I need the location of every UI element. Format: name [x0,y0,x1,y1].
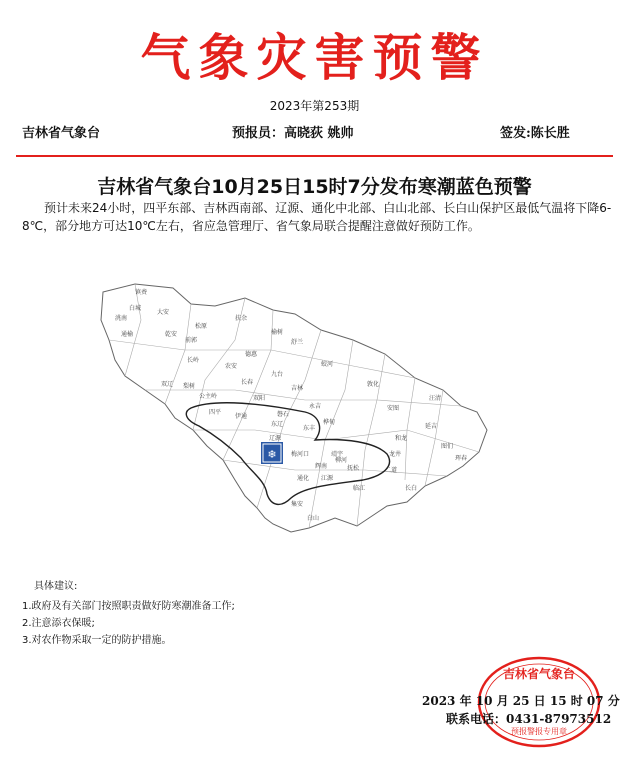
map-place-label: 白山 [307,515,320,522]
map-place-label: 汪清 [429,395,442,402]
map-place-label: 双阳 [253,395,266,402]
map-place-label: 吉林 [291,385,304,392]
map-place-label: 辽源 [269,435,282,442]
map-place-label: 龙井 [389,451,402,458]
warning-headline: 吉林省气象台10月25日15时7分发布寒潮蓝色预警 [97,176,532,198]
map-place-label: 扶余 [235,315,248,322]
svg-text:吉林省气象台: 吉林省气象台 [502,667,576,681]
map-place-label: 九台 [271,371,284,378]
map-place-label: 集安 [291,501,304,508]
map-place-label: 长岭 [187,357,200,364]
map-place-label: 白城 [129,305,142,312]
map-place-label: 珲春 [455,455,468,462]
map-place-label: 农安 [225,363,238,370]
map-place-label: 德惠 [245,351,258,358]
map-place-label: 敦化 [367,381,380,388]
suggestion-item: 2.注意添衣保暖; [22,618,95,629]
document-title: 气象灾害预警 [140,28,489,87]
map-place-label: 洮南 [115,315,128,322]
map-place-label: 延吉 [425,423,438,430]
map-place-label: 伊通 [235,413,248,420]
map-place-label: 永吉 [309,403,322,410]
map-place-label: 蛟河 [321,361,334,368]
map-place-label: 图们 [441,443,454,450]
map-place-label: 靖宇 [331,451,344,458]
map-place-label: 松原 [195,323,208,330]
issue-datetime: 2023 年 10 月 25 日 15 时 07 分 [422,694,620,708]
suggestion-item: 3.对农作物采取一定的防护措施。 [22,635,172,646]
map-place-label: 梅河口 [291,451,310,458]
map-place-label: 榆树 [271,329,284,336]
map-place-label: 双辽 [161,381,174,388]
map-place-label: 前郭 [185,337,198,344]
map-place-label: 大安 [157,309,170,316]
map-place-label: 通化 [297,475,310,482]
contact-phone: 联系电话：0431-87973512 [446,712,612,726]
map-place-label: 长春 [241,379,254,386]
cold-wave-warning-icon [261,442,283,464]
map-place-label: 辉南 [315,463,328,470]
map-place-label: 安图 [387,405,400,412]
issue-number: 2023年第253期 [269,99,360,113]
map-place-label: 柳河 [335,457,348,464]
map-place-label: 磐石 [277,411,290,418]
map-place-label: 长白 [405,485,418,492]
map-place-label: 临江 [353,485,366,492]
map-place-label: 和龙 [395,435,408,442]
map-place-label: 东丰 [303,425,316,432]
place-labels [115,288,467,522]
map-place-label: 二道 [385,467,398,474]
map-place-label: 舒兰 [291,339,304,346]
province-outline [101,284,487,532]
warning-body-text: 预计未来24小时，四平东部、吉林西南部、辽源、通化中北部、白山北部、长白山保护区最低气温将下降6-8℃，部分地方可达10℃左右，省应急管理厅、省气象局联合提醒注意做好预防工作。 [22,201,612,233]
suggestion-item: 1.政府及有关部门按照职责做好防寒潮准备工作; [22,601,235,612]
svg-text:❄: ❄ [267,448,277,461]
map-place-label: 镇赉 [135,289,148,296]
red-divider [16,155,613,157]
map-place-label: 四平 [209,409,222,416]
suggestions-title: 具体建议: [34,581,78,592]
map-place-label: 乾安 [165,331,178,338]
svg-text:预报警报专用章: 预报警报专用章 [511,727,567,736]
map-place-label: 抚松 [347,465,360,472]
signer: 签发:陈长胜 [500,126,570,141]
issuing-agency: 吉林省气象台 [22,126,101,141]
forecasters: 预报员：高晓荻 姚帅 [232,126,354,141]
map-place-label: 通榆 [121,331,134,338]
map-place-label: 东辽 [271,421,284,428]
map-place-label: 江源 [321,475,334,482]
jilin-warning-map [95,280,515,550]
map-place-label: 公主岭 [199,393,218,400]
map-place-label: 梨树 [183,383,196,390]
county-boundaries [109,284,479,528]
map-place-label: 桦甸 [323,419,336,426]
